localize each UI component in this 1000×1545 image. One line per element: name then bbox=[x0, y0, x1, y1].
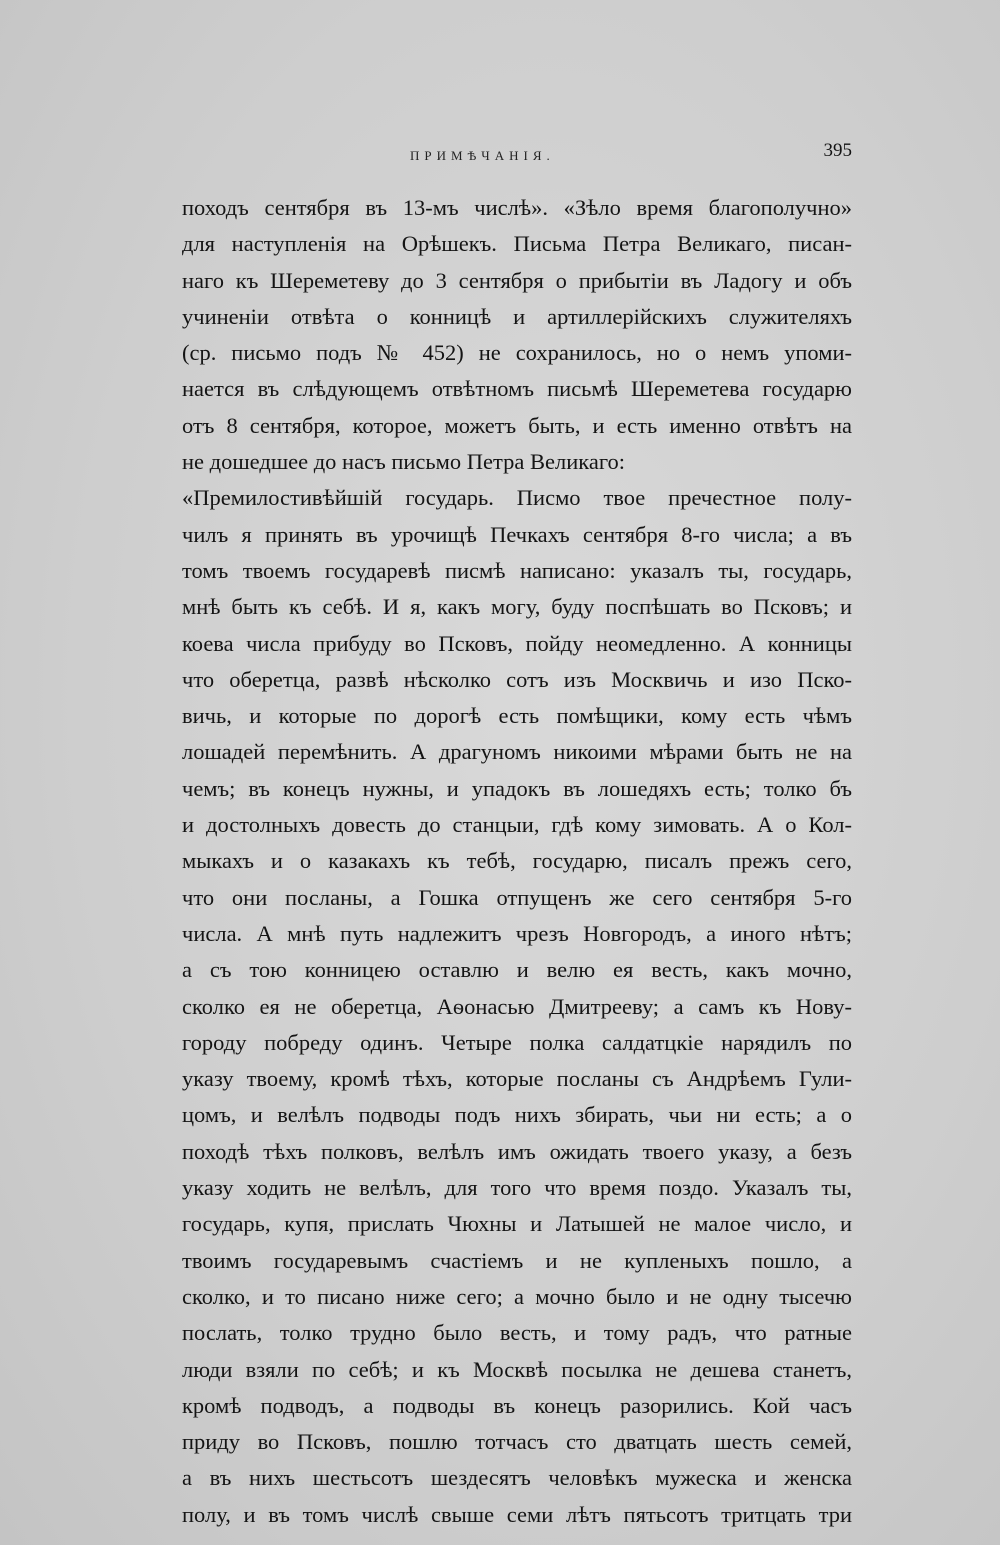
text-line: полу, и въ томъ числѣ свыше семи лѣтъ пятьсотъ тритцать три bbox=[182, 1501, 852, 1527]
text-line: государь, купя, прислать Чюхны и Латышей не малое число, и bbox=[182, 1211, 852, 1237]
text-line: томъ твоемъ государевѣ писмѣ написано: указалъ ты, государь, bbox=[182, 557, 852, 583]
text-line: люди взяли по себѣ; и къ Москвѣ посылка не дешева станетъ, bbox=[182, 1356, 852, 1382]
text-line: что они посланы, а Гошка отпущенъ же сего сентября 5-го bbox=[182, 884, 852, 910]
text-line: вичь, и которые по дорогѣ есть помѣщики, кому есть чѣмъ bbox=[182, 703, 852, 729]
text-line: мнѣ быть къ себѣ. И я, какъ могу, буду поспѣшать во Псковъ; и bbox=[182, 594, 852, 620]
text-line: что оберетца, развѣ нѣсколко сотъ изъ Москвичь и изо Пско- bbox=[182, 666, 852, 692]
text-line: и достолныхъ довесть до станцыи, гдѣ кому зимовать. А о Кол- bbox=[182, 812, 852, 838]
text-line: а съ тою конницею оставлю и велю ея весть, какъ мочно, bbox=[182, 957, 852, 983]
text-line: приду во Псковъ, пошлю тотчасъ сто дватцать шесть семей, bbox=[182, 1429, 852, 1455]
text-line: указу ходить не велѣлъ, для того что время поздо. Указалъ ты, bbox=[182, 1175, 852, 1201]
text-line: цомъ, и велѣлъ подводы подъ нихъ збирать, чьи ни есть; а о bbox=[182, 1102, 852, 1128]
text-line: (ср. письмо подъ № 452) не сохранилось, но о немъ упоми- bbox=[182, 340, 852, 366]
text-line: городу побреду одинъ. Четыре полка салдатцкіе нарядилъ по bbox=[182, 1029, 852, 1055]
page-number: 395 bbox=[823, 140, 852, 161]
text-line: чилъ я принять въ урочищѣ Печкахъ сентября 8-го числа; а въ bbox=[182, 521, 852, 547]
text-line: нается въ слѣдующемъ отвѣтномъ письмѣ Шереметева государю bbox=[182, 376, 852, 402]
text-line: походъ сентября въ 13-мъ числѣ». «Зѣло время благополучно» bbox=[182, 195, 852, 220]
text-line: отъ 8 сентября, которое, можетъ быть, и есть именно отвѣтъ на bbox=[182, 412, 852, 438]
text-line: учиненіи отвѣта о конницѣ и артиллерійскихъ служителяхъ bbox=[182, 303, 852, 329]
text-line: лошадей перемѣнить. А драгуномъ никоими мѣрами быть не на bbox=[182, 739, 852, 765]
text-line: а въ нихъ шестьсотъ шездесятъ человѣкъ мужеска и женска bbox=[182, 1465, 852, 1491]
text-line: указу твоему, кромѣ тѣхъ, которые посланы съ Андрѣемъ Гули- bbox=[182, 1066, 852, 1092]
running-head: ПРИМѢЧАНІЯ. bbox=[410, 148, 555, 163]
text-line: твоимъ государевымъ счастіемъ и не купленыхъ пошло, а bbox=[182, 1247, 852, 1273]
text-line: «Премилостивѣйшій государь. Писмо твое пречестное полу- bbox=[182, 485, 852, 511]
text-line: послать, толко трудно было весть, и тому радъ, что ратные bbox=[182, 1320, 852, 1346]
page-header bbox=[184, 136, 852, 176]
text-line: мыкахъ и о казакахъ къ тебѣ, государю, писалъ прежъ сего, bbox=[182, 848, 852, 874]
text-line: коева числа прибуду во Псковъ, пойду неомедленно. А конницы bbox=[182, 630, 852, 656]
text-line: наго къ Шереметеву до 3 сентября о прибытіи въ Ладогу и объ bbox=[182, 267, 852, 293]
text-line: походѣ тѣхъ полковъ, велѣлъ имъ ожидать твоего указу, а безъ bbox=[182, 1138, 852, 1164]
text-line: сколко ея не оберетца, Аѳонасью Дмитрееву; а самъ къ Нову- bbox=[182, 993, 852, 1019]
text-line: числа. А мнѣ путь надлежитъ чрезъ Новгородъ, а иного нѣтъ; bbox=[182, 920, 852, 946]
text-line: сколко, и то писано ниже сего; а мочно было и не одну тысечю bbox=[182, 1283, 852, 1309]
text-line: чемъ; въ конецъ нужны, и упадокъ въ лошедяхъ есть; толко бъ bbox=[182, 775, 852, 801]
text-line: для наступленія на Орѣшекъ. Письма Петра Великаго, писан- bbox=[182, 231, 852, 257]
text-line: не дошедшее до насъ письмо Петра Великаго: bbox=[182, 449, 625, 475]
text-line: кромѣ подводъ, а подводы въ конецъ разорились. Кой часъ bbox=[182, 1392, 852, 1418]
body-text bbox=[182, 190, 852, 1533]
